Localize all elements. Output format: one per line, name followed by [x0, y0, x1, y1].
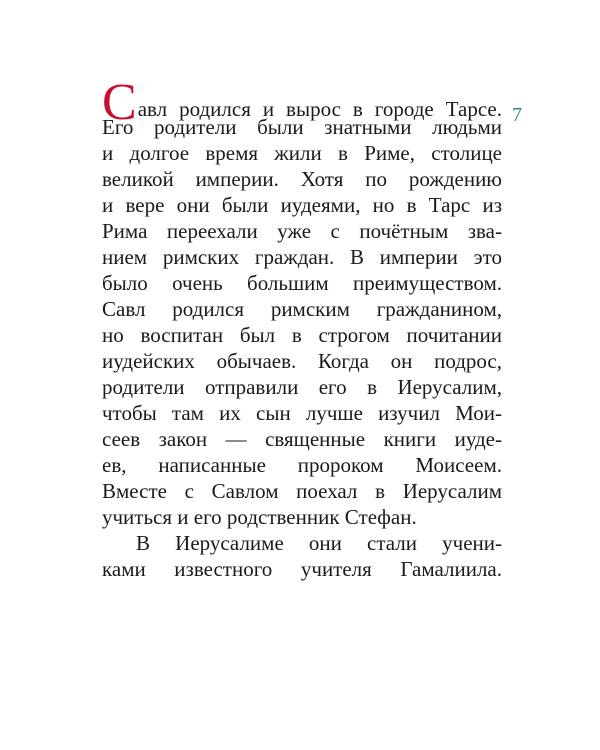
- text-line: сеев закон — священные книги иуде-: [102, 427, 502, 451]
- text-line: Вместе с Савлом поехал в Иерусалим: [102, 479, 502, 503]
- text-line: Его родители были знатными людьми: [102, 115, 502, 139]
- text-line: но воспитан был в строгом почитании: [102, 323, 502, 347]
- text-line: В Иерусалиме они стали учени-: [136, 531, 502, 555]
- text-line: родители отправили его в Иерусалим,: [102, 375, 502, 399]
- text-line: и долгое время жили в Риме, столице: [102, 141, 502, 165]
- text-line: иудейских обычаев. Когда он подрос,: [102, 349, 502, 373]
- text-line: нием римских граждан. В империи это: [102, 245, 502, 269]
- first-line-text: авл родился и вырос в городе Тарсе.: [137, 97, 502, 121]
- text-line: было очень большим преимуществом.: [102, 271, 502, 295]
- body-text: [102, 74, 502, 582]
- text-line: Савл родился римским гражданином,: [102, 297, 502, 321]
- text-line: ев, написанные пророком Моисеем.: [102, 453, 502, 477]
- text-line: великой империи. Хотя по рождению: [102, 167, 502, 191]
- text-line: Рима переехали уже с почётным зва-: [102, 219, 502, 243]
- text-line: учиться и его родственник Стефан.: [102, 505, 417, 529]
- paragraph-1: [102, 74, 502, 530]
- paragraph-2: [102, 530, 502, 582]
- drop-cap: С: [102, 74, 137, 131]
- text-line: ками известного учителя Гамалиила.: [102, 557, 502, 581]
- text-line: чтобы там их сын лучше изучил Мои-: [102, 401, 502, 425]
- text-line: и вере они были иудеями, но в Тарс из: [102, 193, 502, 217]
- page-number: 7: [512, 104, 522, 126]
